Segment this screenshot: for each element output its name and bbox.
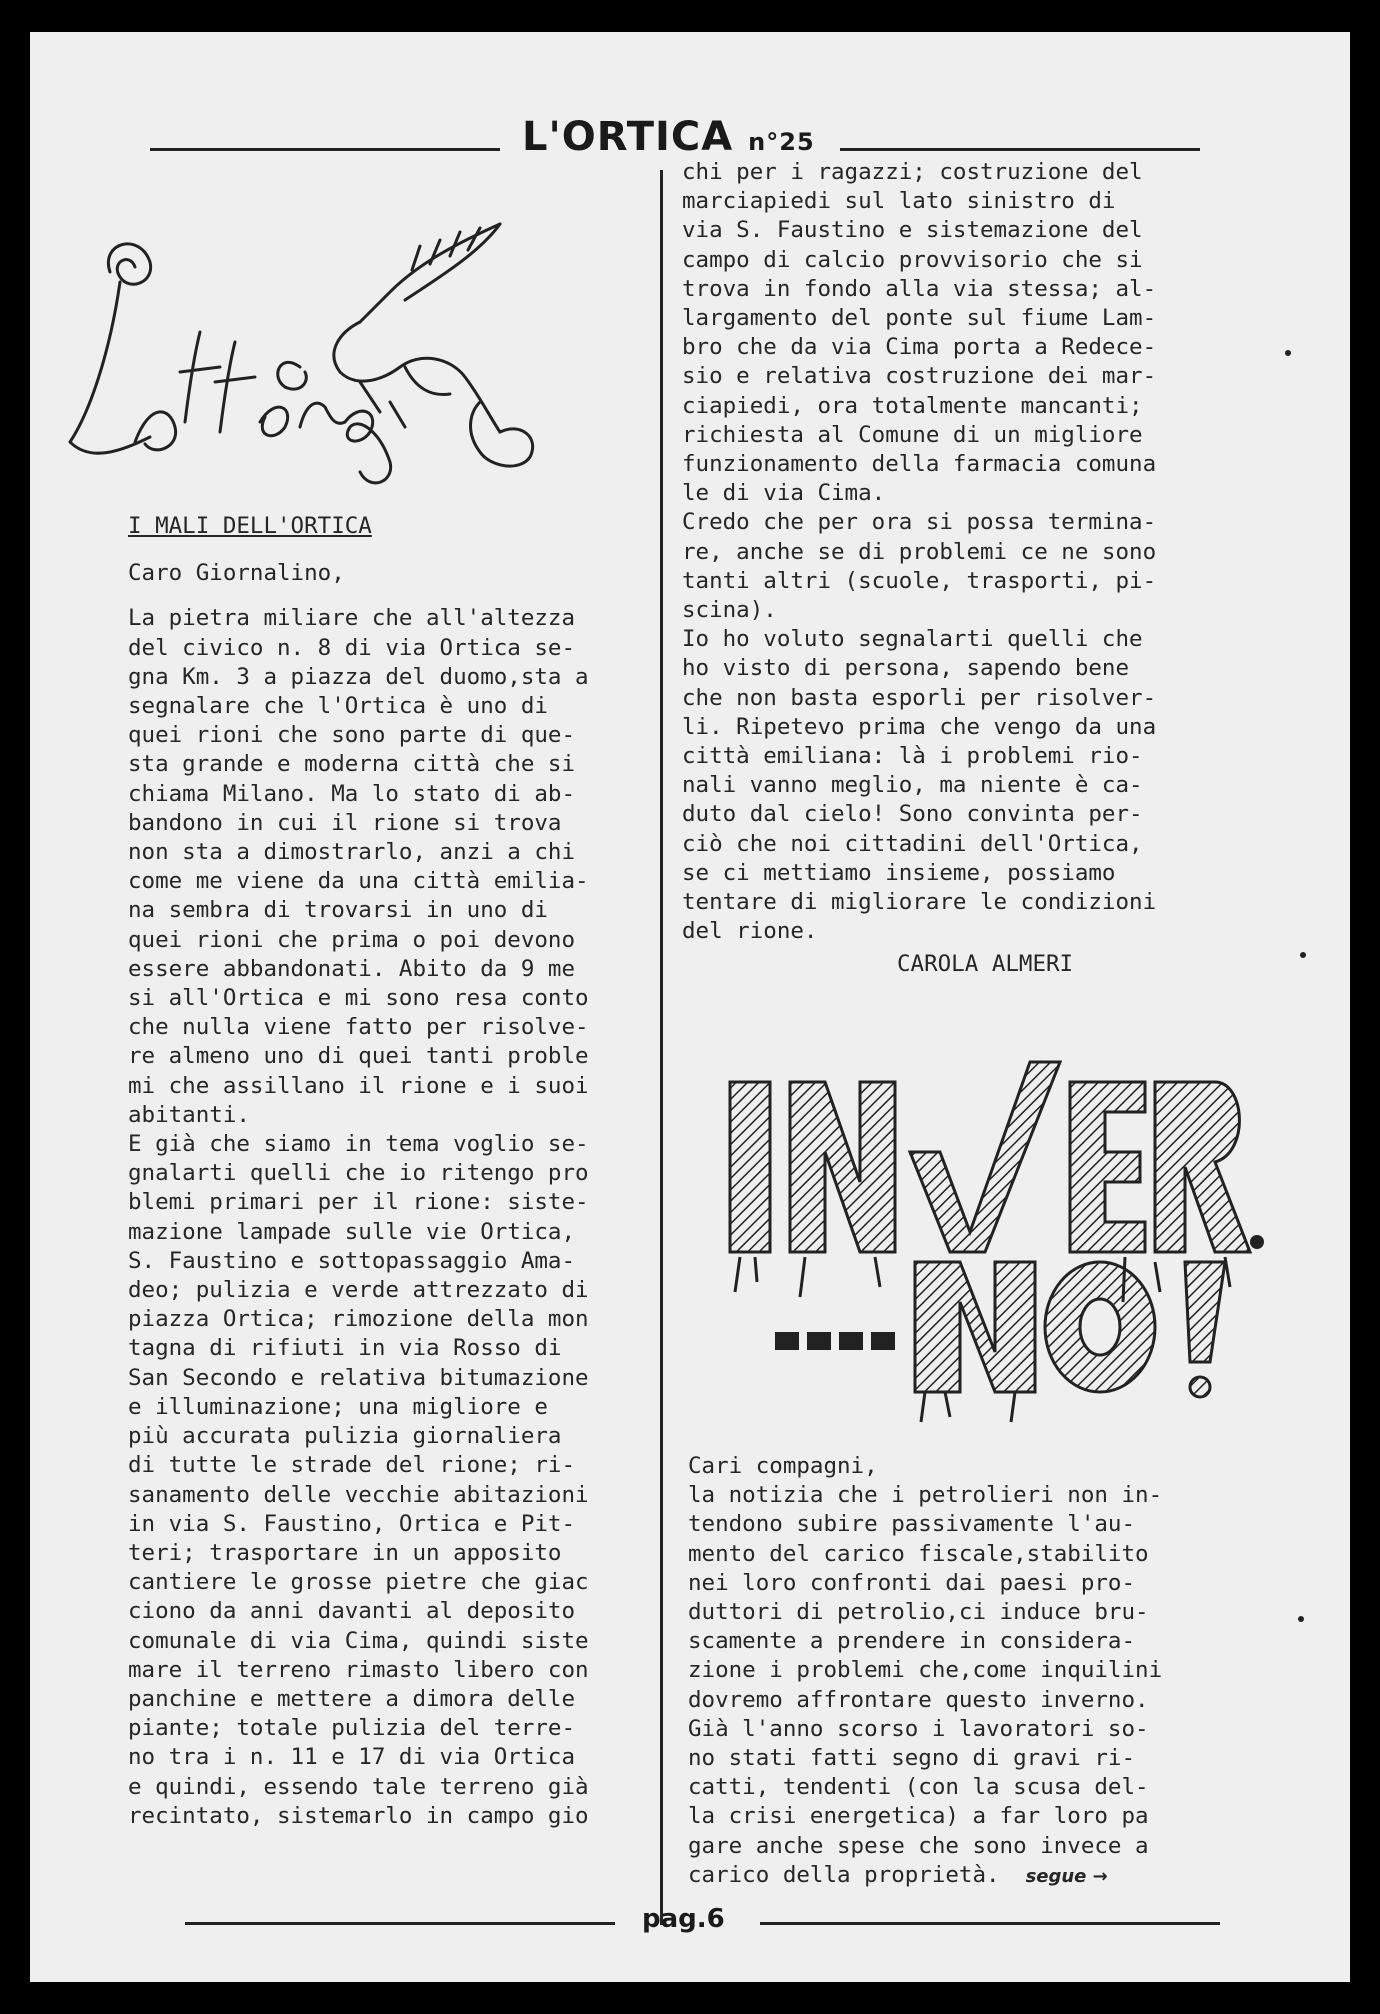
segue-label: segue → bbox=[1025, 1865, 1108, 1887]
inverno-salutation: Cari compagni, bbox=[688, 1453, 878, 1479]
margin-mark bbox=[1300, 952, 1306, 958]
page-footer bbox=[30, 1904, 1350, 1944]
issue-number: n°25 bbox=[748, 128, 815, 156]
letter-title: I MALI DELL'ORTICA bbox=[128, 513, 372, 539]
right-column-bottom bbox=[688, 1452, 1258, 1891]
inverno-paragraph: la notizia che i petrolieri non in- tendono subire passivamente l'au- mento del carico fiscale,stabilito nei loro confronti dai paesi pro- duttori di petrolio,ci induce bru- scamente a prendere in considera- zione i problemi che,come inquilini dovremo affrontare questo inverno. Già l'anno scorso i lavoratori so- no stati fatti segno di gravi ri- catti, tendenti (con la scusa del- la crisi energetica) a far loro pa gare anche spese che sono invece a bbox=[688, 1482, 1163, 1859]
header-rule-right bbox=[840, 148, 1200, 151]
left-column bbox=[128, 512, 648, 1831]
letter-paragraph-final: Io ho voluto segnalarti quelli che ho visto di persona, sapendo bene che non basta esporli per risolver- li. Ripetevo prima che vengo da una città emiliana: là i problemi rio- nali vanno meglio, ma niente è ca- duto dal cielo! Sono convinta per- ciò che noi cittadini dell'Ortica, se ci mettiamo insieme, possiamo tentare di migliorare le condizioni del rione. bbox=[682, 626, 1157, 945]
footer-rule-right bbox=[760, 1922, 1220, 1925]
masthead bbox=[522, 114, 815, 160]
header-rule-left bbox=[150, 148, 500, 151]
letter-signature: CAROLA ALMERI bbox=[897, 951, 1074, 978]
letter-paragraph-1: La pietra miliare che all'altezza del civico n. 8 di via Ortica se- gna Km. 3 a piazza del duomo,sta a segnalare che l'Ortica è uno di quei rioni che sono parte di que- sta grande e moderna città che si chiama Milano. Ma lo stato di ab- bandono in cui il rione si trova non sta a dimostrarlo, anzi a chi come me viene da una città emilia- na sembra di trovarsi in uno di quei rioni che prima o poi devono essere abbandonati. Abito da 9 me si all'Ortica e mi sono resa conto che nulla viene fatto per risolve- re almeno uno di quei tanti proble mi che assillano il rione e i suoi abitanti. bbox=[128, 605, 589, 1128]
letter-paragraph-2: E già che siamo in tema voglio se- gnalarti quelli che io ritengo pro blemi primari per il rione: siste- mazione lampade sulle vie Ortica, S. Faustino e sottopassaggio Ama- deo; pulizia e verde attrezzato di piazza Ortica; rimozione della mon tagna di rifiuti in via Rosso di San Secondo e relativa bitumazione e illuminazione; una migliore e più accurata pulizia giornaliera di tutte le strade del rione; ri- sanamento delle vecchie abitazioni in via S. Faustino, Ortica e Pit- teri; trasportare in un apposito cantiere le grosse pietre che giac ciono da anni davanti al deposito comunale di via Cima, quindi siste mare il terreno rimasto libero con panchine e mettere a dimora delle piante; totale pulizia del terre- no tra i n. 11 e 17 di via Ortica e quindi, essendo tale terreno già recintato, sistemarlo in campo gio bbox=[128, 1131, 589, 1829]
masthead-title: L'ORTICA bbox=[522, 114, 734, 160]
letter-salutation: Caro Giornalino, bbox=[128, 560, 345, 587]
inverno-last-row bbox=[688, 1861, 1258, 1891]
column-divider bbox=[660, 170, 663, 1925]
inverno-last-line: carico della proprietà. bbox=[688, 1861, 1000, 1888]
letter-paragraph-end: Credo che per ora si possa termina- re, anche se di problemi ce ne sono tanti altri (scuole, trasporti, pi- scina). bbox=[682, 509, 1157, 624]
footer-rule-left bbox=[185, 1922, 615, 1925]
page-number: pag.6 bbox=[642, 1904, 725, 1934]
right-column-top bbox=[682, 158, 1262, 980]
letter-continuation: chi per i ragazzi; costruzione del marciapiedi sul lato sinistro di via S. Faustino e sistemazione del campo di calcio provvisorio che si trova in fondo alla via stessa; al- largamento del ponte sul fiume Lam- bro che da via Cima porta a Redece- sio e relativa costruzione dei mar- ciapiedi, ora totalmente mancanti; richiesta al Comune di un migliore funzionamento della farmacia comuna le di via Cima. bbox=[682, 159, 1157, 507]
margin-mark bbox=[1285, 350, 1291, 356]
newspaper-page bbox=[30, 32, 1350, 1982]
margin-mark bbox=[1298, 1616, 1304, 1622]
lettere-hand-quill-illustration bbox=[60, 182, 660, 512]
inverno-lettering-art bbox=[685, 1042, 1275, 1432]
